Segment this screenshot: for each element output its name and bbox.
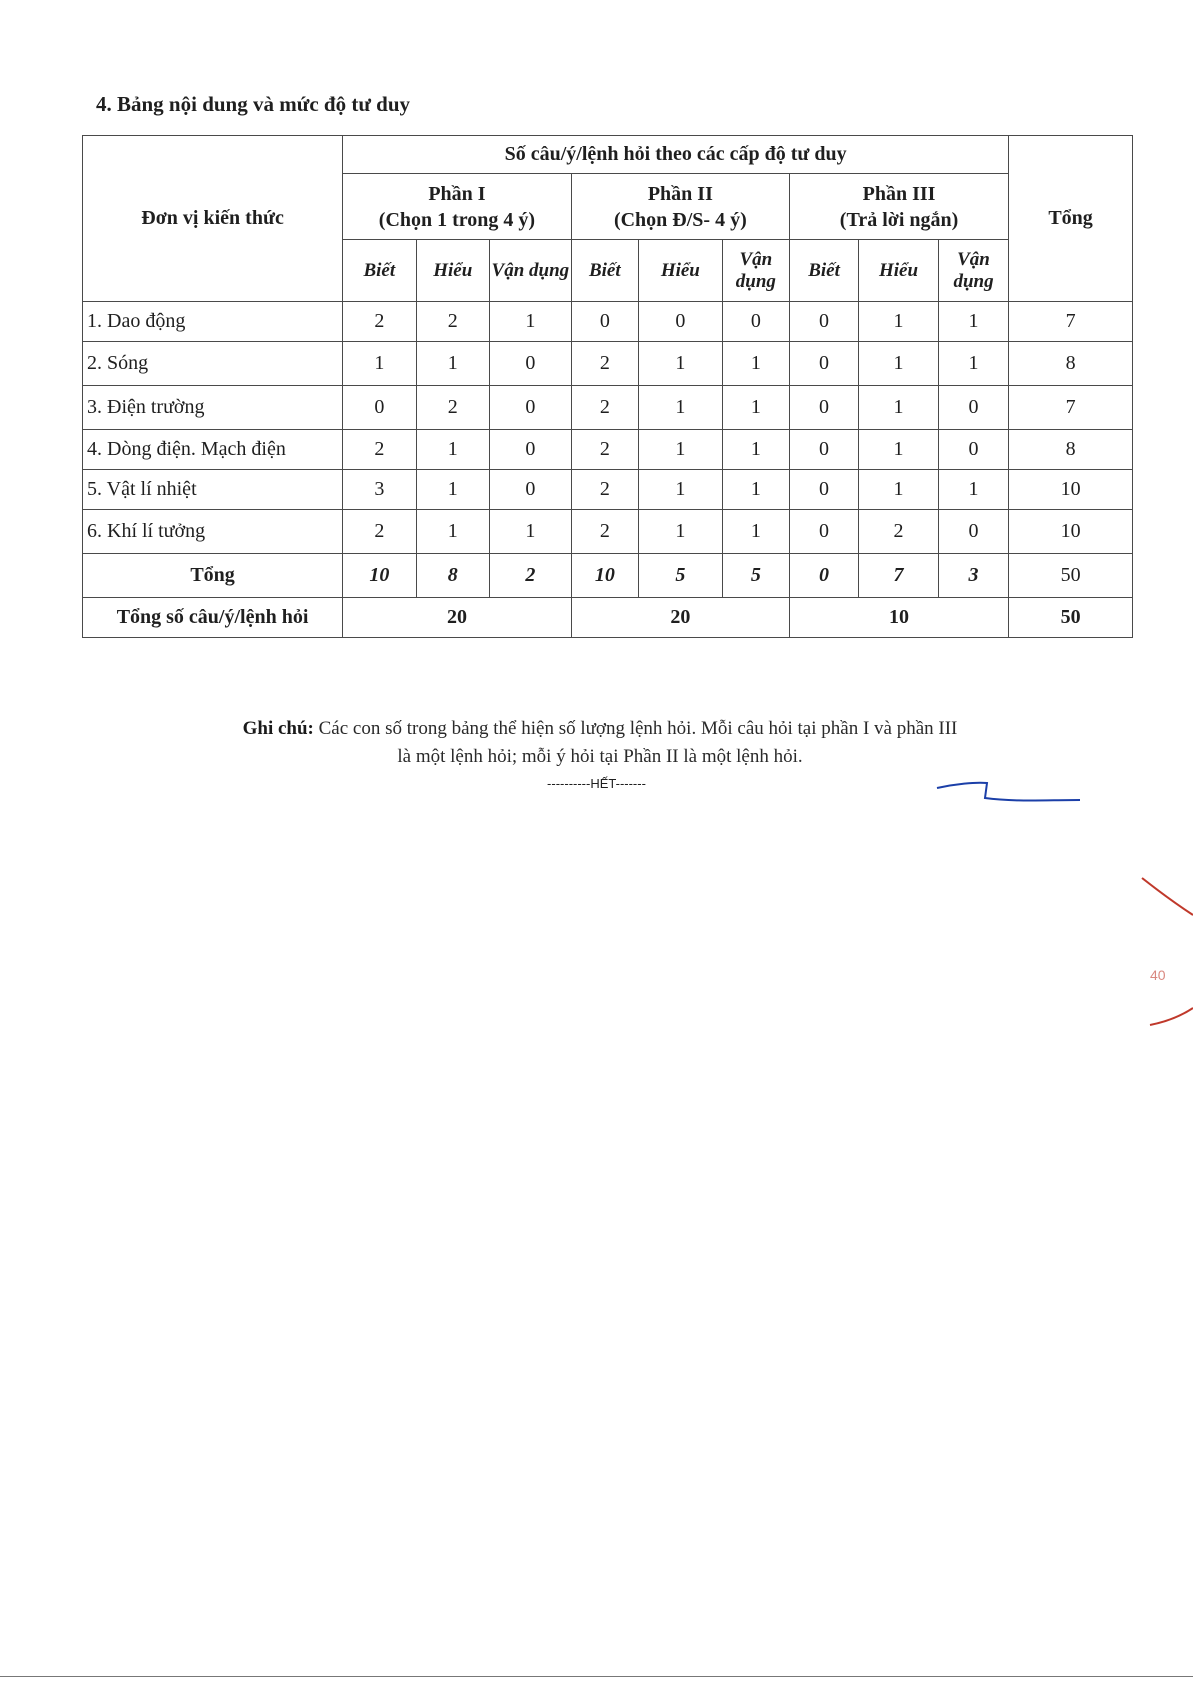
sum-total-cell: 50 xyxy=(1009,598,1133,638)
count-cell: 1 xyxy=(859,430,939,470)
part-1-header xyxy=(343,174,572,240)
level-header: Vận dụng xyxy=(489,240,571,302)
count-cell: 2 xyxy=(571,510,638,554)
table-row xyxy=(83,386,1133,430)
level-total-cell: 10 xyxy=(343,554,416,598)
count-cell: 1 xyxy=(638,342,722,386)
note-line-2: là một lệnh hỏi; mỗi ý hỏi tại Phần II là một lệnh hỏi. xyxy=(397,746,803,767)
unit-name: 6. Khí lí tưởng xyxy=(83,510,343,554)
count-cell: 2 xyxy=(343,302,416,342)
sum-row-label: Tổng số câu/ý/lệnh hỏi xyxy=(83,598,343,638)
part-3-sub: (Trả lời ngắn) xyxy=(839,208,959,231)
table-row xyxy=(83,302,1133,342)
level-total-cell: 3 xyxy=(938,554,1008,598)
unit-name: 5. Vật lí nhiệt xyxy=(83,470,343,510)
count-cell: 0 xyxy=(789,302,858,342)
level-header: Hiểu xyxy=(638,240,722,302)
page-bottom-rule xyxy=(0,1676,1193,1677)
count-cell: 1 xyxy=(722,430,789,470)
level-header: Vận dụng xyxy=(938,240,1008,302)
count-cell: 1 xyxy=(638,470,722,510)
count-cell: 0 xyxy=(571,302,638,342)
table-row xyxy=(83,470,1133,510)
count-cell: 1 xyxy=(722,386,789,430)
count-cell: 1 xyxy=(416,470,489,510)
level-total-cell: 10 xyxy=(571,554,638,598)
count-cell: 1 xyxy=(859,342,939,386)
note-label: Ghi chú: xyxy=(242,718,314,739)
count-cell: 2 xyxy=(416,302,489,342)
level-header: Hiểu xyxy=(416,240,489,302)
count-cell: 1 xyxy=(938,470,1008,510)
total-row xyxy=(83,554,1133,598)
count-cell: 1 xyxy=(489,510,571,554)
level-header: Biết xyxy=(789,240,858,302)
count-cell: 0 xyxy=(343,386,416,430)
count-cell: 1 xyxy=(416,430,489,470)
stamp-fragment xyxy=(1140,860,1193,1080)
level-header: Vận dụng xyxy=(722,240,789,302)
part-sum-cell: 20 xyxy=(343,598,572,638)
count-cell: 0 xyxy=(489,470,571,510)
count-cell: 1 xyxy=(859,386,939,430)
unit-header: Đơn vị kiến thức xyxy=(83,136,343,302)
count-cell: 3 xyxy=(343,470,416,510)
part-2-name: Phần II xyxy=(647,182,713,205)
unit-name: 2. Sóng xyxy=(83,342,343,386)
svg-text:40: 40 xyxy=(1150,967,1166,983)
count-cell: 1 xyxy=(416,342,489,386)
sum-row xyxy=(83,598,1133,638)
part-3-header xyxy=(789,174,1008,240)
count-cell: 1 xyxy=(938,302,1008,342)
end-mark: ----------HẾT------- xyxy=(547,776,646,791)
grand-total-cell: 50 xyxy=(1009,554,1133,598)
count-cell: 2 xyxy=(571,342,638,386)
count-cell: 0 xyxy=(789,430,858,470)
level-total-cell: 7 xyxy=(859,554,939,598)
group-header: Số câu/ý/lệnh hỏi theo các cấp độ tư duy xyxy=(343,136,1009,174)
count-cell: 0 xyxy=(722,302,789,342)
count-cell: 0 xyxy=(789,386,858,430)
count-cell: 2 xyxy=(343,430,416,470)
section-title: 4. Bảng nội dung và mức độ tư duy xyxy=(96,92,411,116)
count-cell: 1 xyxy=(722,470,789,510)
signature-mark xyxy=(935,778,1085,808)
level-total-cell: 8 xyxy=(416,554,489,598)
part-sum-cell: 20 xyxy=(571,598,789,638)
count-cell: 0 xyxy=(938,510,1008,554)
count-cell: 1 xyxy=(489,302,571,342)
level-header: Hiểu xyxy=(859,240,939,302)
table-row xyxy=(83,510,1133,554)
part-2-header xyxy=(571,174,789,240)
row-total-cell: 8 xyxy=(1009,342,1133,386)
row-total-cell: 7 xyxy=(1009,386,1133,430)
row-total-cell: 10 xyxy=(1009,510,1133,554)
level-total-cell: 0 xyxy=(789,554,858,598)
count-cell: 0 xyxy=(489,386,571,430)
count-cell: 1 xyxy=(938,342,1008,386)
count-cell: 2 xyxy=(571,430,638,470)
part-2-sub: (Chọn Đ/S- 4 ý) xyxy=(613,208,747,231)
count-cell: 1 xyxy=(638,386,722,430)
count-cell: 2 xyxy=(343,510,416,554)
level-total-cell: 5 xyxy=(638,554,722,598)
table-row xyxy=(83,430,1133,470)
count-cell: 0 xyxy=(489,342,571,386)
count-cell: 1 xyxy=(343,342,416,386)
table-row xyxy=(83,342,1133,386)
footnote xyxy=(100,715,1100,771)
count-cell: 0 xyxy=(489,430,571,470)
count-cell: 2 xyxy=(416,386,489,430)
count-cell: 1 xyxy=(722,342,789,386)
part-1-sub: (Chọn 1 trong 4 ý) xyxy=(378,208,536,231)
total-row-label: Tổng xyxy=(83,554,343,598)
total-header: Tổng xyxy=(1009,136,1133,302)
unit-name: 1. Dao động xyxy=(83,302,343,342)
count-cell: 1 xyxy=(859,470,939,510)
count-cell: 0 xyxy=(638,302,722,342)
count-cell: 0 xyxy=(938,430,1008,470)
count-cell: 1 xyxy=(859,302,939,342)
count-cell: 0 xyxy=(789,510,858,554)
row-total-cell: 7 xyxy=(1009,302,1133,342)
count-cell: 2 xyxy=(571,470,638,510)
note-line-1: Các con số trong bảng thể hiện số lượng lệnh hỏi. Mỗi câu hỏi tại phần I và phần III xyxy=(318,718,958,739)
part-3-name: Phần III xyxy=(862,182,936,205)
count-cell: 0 xyxy=(789,470,858,510)
count-cell: 1 xyxy=(638,430,722,470)
count-cell: 0 xyxy=(789,342,858,386)
count-cell: 2 xyxy=(571,386,638,430)
part-1-name: Phần I xyxy=(428,182,486,205)
row-total-cell: 8 xyxy=(1009,430,1133,470)
row-total-cell: 10 xyxy=(1009,470,1133,510)
level-header: Biết xyxy=(343,240,416,302)
count-cell: 0 xyxy=(938,386,1008,430)
count-cell: 1 xyxy=(638,510,722,554)
knowledge-matrix-table xyxy=(82,135,1133,638)
level-total-cell: 5 xyxy=(722,554,789,598)
count-cell: 2 xyxy=(859,510,939,554)
level-total-cell: 2 xyxy=(489,554,571,598)
unit-name: 3. Điện trường xyxy=(83,386,343,430)
level-header: Biết xyxy=(571,240,638,302)
unit-name: 4. Dòng điện. Mạch điện xyxy=(83,430,343,470)
count-cell: 1 xyxy=(722,510,789,554)
count-cell: 1 xyxy=(416,510,489,554)
part-sum-cell: 10 xyxy=(789,598,1008,638)
